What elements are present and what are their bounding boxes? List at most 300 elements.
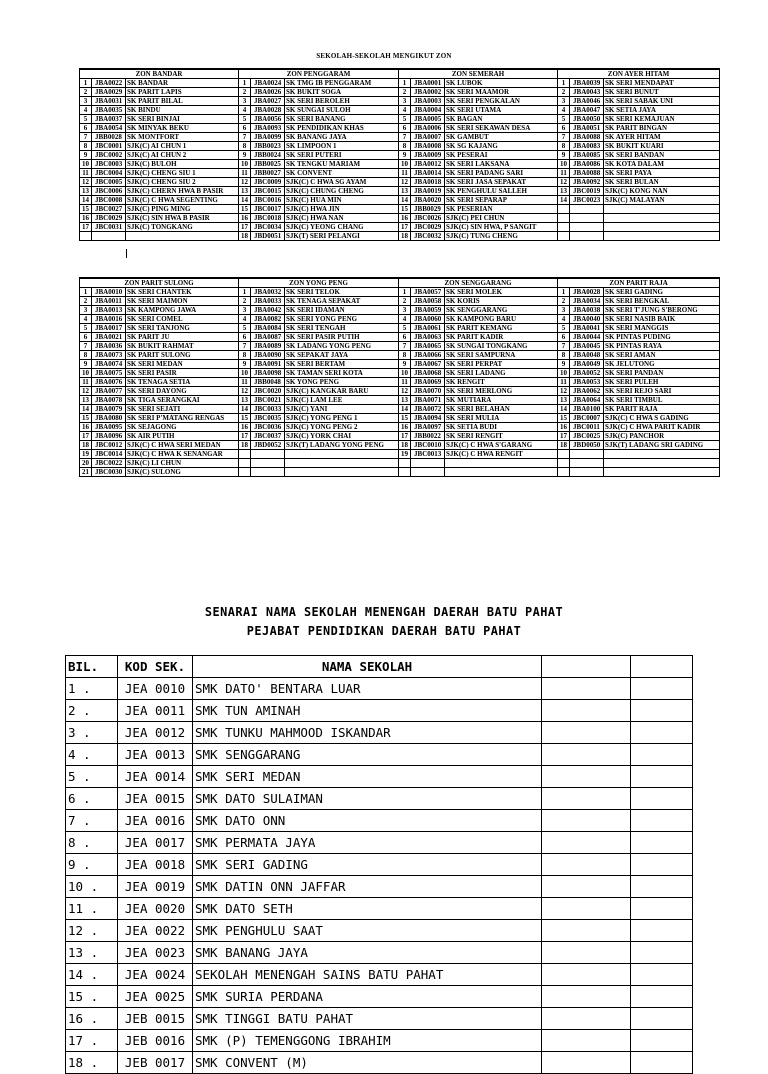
row-number: 5 <box>558 324 570 333</box>
row-number: 6 <box>80 333 92 342</box>
school-code: JBA0088 <box>570 133 604 142</box>
table-row <box>80 450 720 459</box>
table-row <box>80 106 720 115</box>
school-name: SK PARIT RAJA <box>604 405 720 414</box>
school-code: JBC0007 <box>570 414 604 423</box>
row-number: 13 <box>239 187 251 196</box>
school-code: JBC0006 <box>92 187 126 196</box>
empty-cell <box>542 766 631 788</box>
row-number: 8 <box>80 142 92 151</box>
school-code: JBA0003 <box>411 97 445 106</box>
school-name: SK SERI BEROLEH <box>285 97 399 106</box>
row-number: 4 <box>558 106 570 115</box>
row-number: 1 <box>239 288 251 297</box>
school-code: JBA0051 <box>570 124 604 133</box>
school-name: SK SERI T'JUNG S'BERONG <box>604 306 720 315</box>
row-number: 14 <box>399 196 411 205</box>
school-name <box>604 459 720 468</box>
school-code: JBA0011 <box>92 297 126 306</box>
table-row <box>80 288 720 297</box>
row-number: 12 <box>399 387 411 396</box>
school-name: SK BANDAR <box>126 79 239 88</box>
school-code <box>411 468 445 477</box>
school-code: JBA0079 <box>92 405 126 414</box>
table-row <box>80 297 720 306</box>
secondary-subtitle: PEJABAT PENDIDIKAN DAERAH BATU PAHAT <box>246 623 522 638</box>
school-code <box>251 450 285 459</box>
school-code: JBC0009 <box>251 178 285 187</box>
school-code: JBA0056 <box>251 115 285 124</box>
school-code: JBA0005 <box>411 115 445 124</box>
row-number: 9 . <box>66 854 118 876</box>
empty-cell <box>542 744 631 766</box>
school-name: SJK(C) C HWA S'GARANG <box>445 441 558 450</box>
school-name: SMK DATO SULAIMAN <box>193 788 542 810</box>
school-code: JEB 0016 <box>118 1030 193 1052</box>
school-name <box>604 214 720 223</box>
empty-cell <box>631 1052 693 1074</box>
school-name: SJK(C) C HWA RENGIT <box>445 450 558 459</box>
school-name: SK PENDIDIKAN KHAS <box>285 124 399 133</box>
school-code <box>570 214 604 223</box>
zone-header: ZON PARIT RAJA <box>558 278 720 288</box>
school-name: SK SERI TENGAH <box>285 324 399 333</box>
header-extra-2 <box>631 656 693 678</box>
school-code: JBA0032 <box>251 288 285 297</box>
school-code: JBA0097 <box>411 423 445 432</box>
school-code: JBC0027 <box>92 205 126 214</box>
row-number <box>80 232 92 241</box>
school-code: JBC0002 <box>92 151 126 160</box>
school-name: SK SETIA BUDI <box>445 423 558 432</box>
school-code: JEB 0017 <box>118 1052 193 1074</box>
row-number: 7 <box>239 133 251 142</box>
school-name: SK SERI BANDAN <box>604 151 720 160</box>
row-number: 7 <box>558 342 570 351</box>
row-number: 8 <box>558 142 570 151</box>
school-code: JEA 0022 <box>118 920 193 942</box>
school-name: SJK(C) PING MING <box>126 205 239 214</box>
row-number <box>558 468 570 477</box>
school-code: JBA0004 <box>411 106 445 115</box>
school-code: JBC0003 <box>92 160 126 169</box>
school-code: JBC0001 <box>92 142 126 151</box>
school-code: JBA0007 <box>411 133 445 142</box>
school-code: JBA0064 <box>570 396 604 405</box>
table-row <box>80 79 720 88</box>
school-code: JEA 0025 <box>118 986 193 1008</box>
school-name: SK SERI SAMPURNA <box>445 351 558 360</box>
secondary-school-table <box>65 655 693 1074</box>
table-row <box>80 205 720 214</box>
school-code: JEA 0018 <box>118 854 193 876</box>
school-code: JBA0086 <box>570 160 604 169</box>
school-code: JBA0031 <box>92 97 126 106</box>
row-number: 2 <box>399 88 411 97</box>
empty-cell <box>542 942 631 964</box>
school-code: JBA0098 <box>251 369 285 378</box>
row-number: 9 <box>239 151 251 160</box>
school-name: SMK TINGGI BATU PAHAT <box>193 1008 542 1030</box>
table-row <box>80 459 720 468</box>
school-name: SK SERI MANGGIS <box>604 324 720 333</box>
school-code: JBA0089 <box>251 342 285 351</box>
school-code: JBA0050 <box>570 115 604 124</box>
school-code: JBA0009 <box>411 151 445 160</box>
school-name: SK TAMAN SERI KOTA <box>285 369 399 378</box>
school-name: SJK(C) SULONG <box>126 468 239 477</box>
school-code: JEA 0013 <box>118 744 193 766</box>
school-name: SK SERI LAKSANA <box>445 160 558 169</box>
row-number: 16 <box>239 423 251 432</box>
school-name: SK SERI SEPARAP <box>445 196 558 205</box>
school-code: JBA0014 <box>411 169 445 178</box>
school-name: SK MINYAK BEKU <box>126 124 239 133</box>
school-name: SK SUNGAI SULOH <box>285 106 399 115</box>
empty-cell <box>542 854 631 876</box>
school-code: JBB0025 <box>251 160 285 169</box>
row-number: 7 <box>239 342 251 351</box>
row-number: 14 <box>80 405 92 414</box>
empty-cell <box>542 1052 631 1074</box>
empty-cell <box>542 964 631 986</box>
row-number: 1 <box>80 288 92 297</box>
row-number: 4 <box>558 315 570 324</box>
school-name: SK BANANG JAYA <box>285 133 399 142</box>
school-code: JBA0084 <box>251 324 285 333</box>
empty-cell <box>631 788 693 810</box>
row-number: 16 <box>558 423 570 432</box>
school-name: SK SERI MAIMON <box>126 297 239 306</box>
school-code: JBC0010 <box>411 441 445 450</box>
row-number: 5 <box>80 115 92 124</box>
row-number <box>239 468 251 477</box>
school-name: SMK DATO SETH <box>193 898 542 920</box>
school-code: JBA0063 <box>411 333 445 342</box>
header-nama: NAMA SEKOLAH <box>193 656 542 678</box>
school-code: JBA0062 <box>570 387 604 396</box>
zone-header: ZON PENGGARAM <box>239 69 399 79</box>
row-number: 11 <box>80 169 92 178</box>
row-number: 15 <box>80 205 92 214</box>
school-code: JEA 0010 <box>118 678 193 700</box>
table-row <box>80 178 720 187</box>
row-number: 12 <box>399 178 411 187</box>
table-row <box>66 678 693 700</box>
row-number: 10 <box>80 369 92 378</box>
school-name: SK SERI MEDAN <box>126 360 239 369</box>
row-number: 17 <box>239 223 251 232</box>
school-code: JBB0023 <box>251 142 285 151</box>
row-number <box>558 223 570 232</box>
school-code: JBC0005 <box>92 178 126 187</box>
table-row <box>66 766 693 788</box>
school-name: SK SETIA JAYA <box>604 106 720 115</box>
row-number <box>239 450 251 459</box>
row-number: 1 <box>558 79 570 88</box>
row-number: 15 <box>80 414 92 423</box>
school-code: JEA 0023 <box>118 942 193 964</box>
school-name: SK JELUTONG <box>604 360 720 369</box>
row-number: 11 <box>558 378 570 387</box>
row-number: 1 <box>399 79 411 88</box>
school-code <box>570 223 604 232</box>
table-row <box>66 942 693 964</box>
row-number: 14 <box>558 196 570 205</box>
table-row <box>80 214 720 223</box>
school-name: SJK(C) C HWA SEGENTING <box>126 196 239 205</box>
school-name: SJK(C) CHENG SIU 2 <box>126 178 239 187</box>
school-name: SK YONG PENG <box>285 378 399 387</box>
school-code: JBC0013 <box>411 450 445 459</box>
empty-cell <box>631 700 693 722</box>
school-code: JBA0013 <box>92 306 126 315</box>
school-code: JEA 0011 <box>118 700 193 722</box>
row-number: 14 . <box>66 964 118 986</box>
school-name: SK SERI BUNUT <box>604 88 720 97</box>
school-name: SK PENGHULU SALLEH <box>445 187 558 196</box>
school-name: SK KORIS <box>445 297 558 306</box>
school-name: SK LADANG YONG PENG <box>285 342 399 351</box>
school-name: SK RENGIT <box>445 378 558 387</box>
row-number: 18 <box>558 441 570 450</box>
row-number: 16 <box>399 423 411 432</box>
school-code: JBA0027 <box>251 97 285 106</box>
school-code: JBA0065 <box>411 342 445 351</box>
school-name: SJK(C) TUNG CHENG <box>445 232 558 241</box>
row-number: 12 <box>239 387 251 396</box>
row-number: 8 <box>80 351 92 360</box>
school-code: JBC0033 <box>251 405 285 414</box>
row-number: 10 . <box>66 876 118 898</box>
empty-cell <box>542 876 631 898</box>
school-name: SK SERI MENDAPAT <box>604 79 720 88</box>
school-name: SK SERI PADANG SARI <box>445 169 558 178</box>
row-number: 15 <box>239 414 251 423</box>
school-code: JBC0018 <box>251 214 285 223</box>
school-name: SJK(T) LADANG YONG PENG <box>285 441 399 450</box>
row-number: 18 <box>399 232 411 241</box>
row-number: 15 <box>399 205 411 214</box>
school-code <box>570 232 604 241</box>
school-code: JBA0001 <box>411 79 445 88</box>
school-code: JBA0096 <box>92 432 126 441</box>
row-number: 4 <box>239 106 251 115</box>
school-code: JBA0034 <box>570 297 604 306</box>
empty-cell <box>542 810 631 832</box>
row-number: 5 <box>399 115 411 124</box>
zone-header-row <box>80 69 720 79</box>
school-name: SJK(C) SIN HWA B PASIR <box>126 214 239 223</box>
empty-cell <box>542 1030 631 1052</box>
row-number: 19 <box>80 450 92 459</box>
school-code: JBC0020 <box>251 387 285 396</box>
row-number: 16 <box>239 214 251 223</box>
school-code: JBA0100 <box>570 405 604 414</box>
school-code: JBA0076 <box>92 378 126 387</box>
school-code: JBC0026 <box>411 214 445 223</box>
school-code: JBA0060 <box>411 315 445 324</box>
secondary-title: SENARAI NAMA SEKOLAH MENENGAH DAERAH BATU PAHAT <box>204 604 564 619</box>
row-number: 6 <box>399 124 411 133</box>
row-number: 3 <box>80 97 92 106</box>
school-name: SK SERI KEMAJUAN <box>604 115 720 124</box>
school-name: SK SERI CHANTEK <box>126 288 239 297</box>
row-number: 2 <box>239 88 251 97</box>
school-code: JBA0017 <box>92 324 126 333</box>
school-code: JBA0021 <box>92 333 126 342</box>
school-name: SJK(C) C HWA K SENANGAR <box>126 450 239 459</box>
row-number <box>399 459 411 468</box>
row-number: 13 <box>399 396 411 405</box>
school-code: JBA0058 <box>411 297 445 306</box>
row-number: 8 <box>239 142 251 151</box>
school-code: JEB 0015 <box>118 1008 193 1030</box>
table-row <box>80 333 720 342</box>
school-name <box>445 468 558 477</box>
row-number: 11 <box>239 378 251 387</box>
row-number: 11 <box>558 169 570 178</box>
school-name: SK BINDU <box>126 106 239 115</box>
school-code: JBB0027 <box>251 169 285 178</box>
school-code: JBA0070 <box>411 387 445 396</box>
school-code: JBA0094 <box>411 414 445 423</box>
school-name: SJK(C) HWA NAN <box>285 214 399 223</box>
school-name: SK SERI PUTERI <box>285 151 399 160</box>
row-number: 8 <box>399 351 411 360</box>
school-code: JBA0040 <box>570 315 604 324</box>
row-number: 2 . <box>66 700 118 722</box>
school-name: SK AIR PUTIH <box>126 432 239 441</box>
school-code: JBA0037 <box>92 115 126 124</box>
school-code: JBC0017 <box>251 205 285 214</box>
row-number: 9 <box>558 151 570 160</box>
school-name: SK SERI IDAMAN <box>285 306 399 315</box>
school-code: JBA0026 <box>251 88 285 97</box>
school-code: JBC0011 <box>570 423 604 432</box>
school-name: SJK(C) LAM LEE <box>285 396 399 405</box>
school-name: SJK(T) SERI PELANGI <box>285 232 399 241</box>
row-number: 2 <box>239 297 251 306</box>
row-number: 11 <box>80 378 92 387</box>
row-number: 18 <box>399 441 411 450</box>
empty-cell <box>631 744 693 766</box>
row-number: 1 <box>558 288 570 297</box>
school-name: SK TENAGA SEPAKAT <box>285 297 399 306</box>
row-number: 3 <box>558 97 570 106</box>
school-name: SK SERI P'MATANG RENGAS <box>126 414 239 423</box>
row-number: 10 <box>239 160 251 169</box>
table-row <box>66 876 693 898</box>
school-name: SK TENGKU MARIAM <box>285 160 399 169</box>
school-name: SJK(C) YORK CHAI <box>285 432 399 441</box>
row-number: 4 <box>399 106 411 115</box>
school-name: SK PINTAS RAYA <box>604 342 720 351</box>
table-row <box>80 405 720 414</box>
row-number: 11 <box>399 378 411 387</box>
divider-mark <box>126 249 127 258</box>
table-row <box>80 223 720 232</box>
row-number: 14 <box>239 405 251 414</box>
table-row <box>80 414 720 423</box>
school-code: JBC0037 <box>251 432 285 441</box>
school-code: JBA0028 <box>570 288 604 297</box>
school-name: SK SERI BINJAI <box>126 115 239 124</box>
row-number: 14 <box>80 196 92 205</box>
school-code: JEA 0024 <box>118 964 193 986</box>
school-name: SK SENGGARANG <box>445 306 558 315</box>
table-row <box>66 1008 693 1030</box>
school-name: SK PARIT SULONG <box>126 351 239 360</box>
table-row <box>80 88 720 97</box>
school-code: JBA0071 <box>411 396 445 405</box>
row-number: 4 <box>239 315 251 324</box>
school-code: JBC0019 <box>570 187 604 196</box>
table-row <box>66 700 693 722</box>
row-number: 12 <box>558 387 570 396</box>
row-number: 3 . <box>66 722 118 744</box>
school-code: JBA0088 <box>570 169 604 178</box>
school-name: SK BUKIT SOGA <box>285 88 399 97</box>
row-number: 14 <box>399 405 411 414</box>
school-code <box>251 468 285 477</box>
table-row <box>80 432 720 441</box>
school-code: JBA0035 <box>92 106 126 115</box>
row-number: 15 . <box>66 986 118 1008</box>
school-name: SK SERI MULIA <box>445 414 558 423</box>
row-number: 13 . <box>66 942 118 964</box>
school-code: JBC0030 <box>92 468 126 477</box>
school-name: SK SERI REJO SARI <box>604 387 720 396</box>
row-number: 16 <box>80 214 92 223</box>
row-number: 10 <box>399 160 411 169</box>
school-name: SK TENAGA SETIA <box>126 378 239 387</box>
school-name: SK SERI AMAN <box>604 351 720 360</box>
school-name <box>445 459 558 468</box>
table-row <box>66 744 693 766</box>
row-number: 16 . <box>66 1008 118 1030</box>
row-number: 1 <box>80 79 92 88</box>
row-number: 13 <box>80 396 92 405</box>
empty-cell <box>542 700 631 722</box>
school-name: SK PESERAI <box>445 151 558 160</box>
row-number: 21 <box>80 468 92 477</box>
school-name: SMK TUN AMINAH <box>193 700 542 722</box>
row-number: 17 <box>239 432 251 441</box>
row-number: 13 <box>558 187 570 196</box>
school-code: JBD0051 <box>251 232 285 241</box>
school-name: SK CONVENT <box>285 169 399 178</box>
table-row <box>66 1052 693 1074</box>
zone-header: ZON BANDAR <box>80 69 239 79</box>
table-row <box>80 342 720 351</box>
school-code <box>570 205 604 214</box>
empty-cell <box>631 1008 693 1030</box>
school-name <box>604 450 720 459</box>
empty-cell <box>542 678 631 700</box>
school-name: SMK DATO' BENTARA LUAR <box>193 678 542 700</box>
school-name: SMK BANANG JAYA <box>193 942 542 964</box>
table-row <box>80 468 720 477</box>
row-number: 9 <box>239 360 251 369</box>
table-row <box>80 378 720 387</box>
school-code: JEA 0017 <box>118 832 193 854</box>
row-number <box>399 468 411 477</box>
row-number: 3 <box>399 97 411 106</box>
school-name: SK SERI SEKAWAN DESA <box>445 124 558 133</box>
school-name: SK SG KAJANG <box>445 142 558 151</box>
school-name <box>285 450 399 459</box>
